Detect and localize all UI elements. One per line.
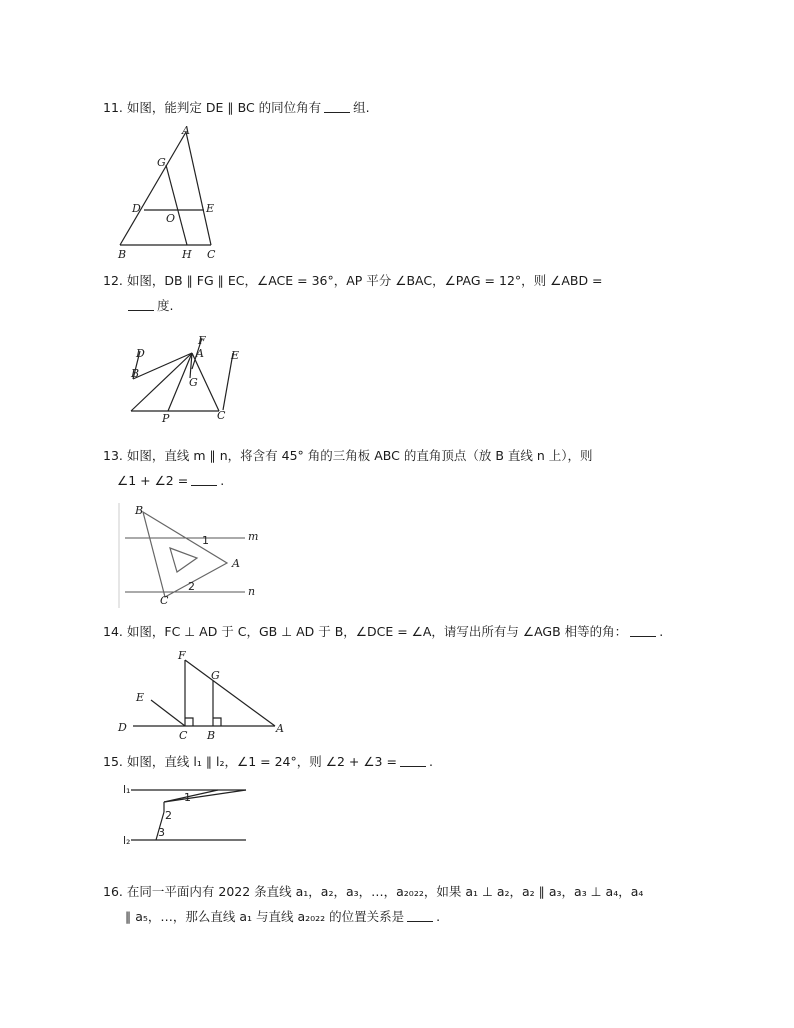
label-B: B — [131, 367, 140, 380]
question-text: 如图，能判定 DE ∥ BC 的同位角有 — [126, 100, 322, 115]
label-E: E — [206, 202, 215, 215]
question-text-end: 度. — [157, 298, 174, 313]
question-text-end: . — [436, 909, 441, 924]
question-13 — [103, 443, 593, 493]
question-number: 13. — [103, 448, 123, 463]
label-C: C — [160, 594, 169, 607]
label-A: A — [196, 347, 204, 360]
question-16 — [103, 879, 643, 929]
label-angle-2: 2 — [165, 809, 172, 822]
label-m: m — [248, 530, 259, 543]
answer-blank[interactable] — [324, 99, 350, 113]
label-B: B — [118, 248, 127, 261]
figure-14 — [115, 645, 295, 745]
question-12 — [103, 268, 603, 318]
question-text-end: 组. — [353, 100, 370, 115]
question-number: 15. — [103, 754, 123, 769]
question-text-end: . — [659, 624, 664, 639]
figure-13 — [115, 500, 265, 610]
label-B: B — [135, 504, 144, 517]
question-text-end: . — [428, 754, 433, 769]
label-l1: l₁ — [123, 783, 131, 796]
label-A: A — [276, 722, 284, 735]
label-P: P — [162, 412, 170, 425]
label-H: H — [182, 248, 192, 261]
label-angle-1: 1 — [184, 791, 191, 804]
figure-11 — [110, 122, 230, 262]
label-A: A — [232, 557, 240, 570]
label-C: C — [207, 248, 216, 261]
answer-blank[interactable] — [128, 297, 154, 311]
question-15 — [103, 749, 433, 774]
question-text: 在同一平面内有 2022 条直线 a₁，a₂，a₃，…，a₂₀₂₂，如果 a₁ ⊥ a₂，a₂ ∥ a₃，a₃ ⊥ a₄，a₄ — [126, 884, 644, 899]
answer-blank[interactable] — [407, 908, 433, 922]
answer-blank[interactable] — [191, 472, 217, 486]
question-text-2: ∥ a₅，…，那么直线 a₁ 与直线 a₂₀₂₂ 的位置关系是 — [125, 909, 405, 924]
label-C: C — [179, 729, 188, 742]
label-D: D — [136, 347, 145, 360]
label-B: B — [207, 729, 216, 742]
label-F: F — [198, 334, 206, 347]
question-text-2: ∠1 + ∠2 = — [117, 473, 189, 488]
label-C: C — [217, 409, 226, 422]
label-angle-1: 1 — [202, 534, 209, 547]
label-D: D — [118, 721, 127, 734]
question-text-end: . — [220, 473, 225, 488]
label-G: G — [189, 376, 198, 389]
answer-blank[interactable] — [400, 753, 426, 767]
label-D: D — [132, 202, 141, 215]
question-number: 14. — [103, 624, 123, 639]
label-n: n — [248, 585, 256, 598]
question-text: 如图，直线 m ∥ n，将含有 45° 角的三角板 ABC 的直角顶点（放 B 直线 n 上），则 — [126, 448, 593, 463]
figure-15 — [118, 780, 258, 852]
answer-blank[interactable] — [630, 623, 656, 637]
label-F: F — [178, 649, 186, 662]
label-E: E — [136, 691, 145, 704]
label-E: E — [231, 349, 240, 362]
question-14 — [103, 619, 663, 644]
label-G: G — [157, 156, 166, 169]
question-text: 如图，DB ∥ FG ∥ EC，∠ACE = 36°，AP 平分 ∠BAC，∠PAG = 12°，则 ∠ABD = — [126, 273, 603, 288]
label-A: A — [182, 124, 190, 137]
label-angle-3: 3 — [158, 826, 165, 839]
label-l2: l₂ — [123, 834, 131, 847]
question-number: 12. — [103, 273, 123, 288]
label-G: G — [211, 669, 220, 682]
question-text: 如图，直线 l₁ ∥ l₂，∠1 = 24°，则 ∠2 + ∠3 = — [126, 754, 397, 769]
figure-12 — [125, 333, 250, 425]
question-number: 11. — [103, 100, 123, 115]
question-text: 如图，FC ⊥ AD 于 C，GB ⊥ AD 于 B，∠DCE = ∠A，请写出所有与 ∠AGB 相等的角： — [126, 624, 628, 639]
label-O: O — [166, 212, 176, 225]
question-11 — [103, 95, 370, 120]
question-number: 16. — [103, 884, 123, 899]
label-angle-2: 2 — [188, 580, 195, 593]
